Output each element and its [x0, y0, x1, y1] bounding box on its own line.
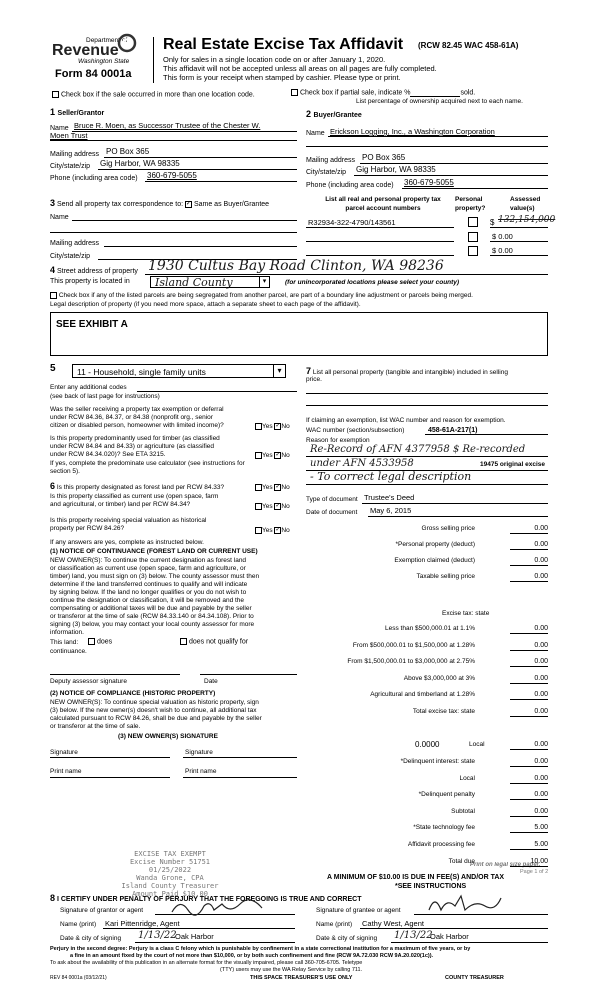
seller-name-1[interactable]: Bruce R. Moen, as Successor Trustee of the Chester W.	[74, 121, 261, 130]
grantee-date[interactable]: 1/13/22	[394, 930, 433, 941]
buyer-name[interactable]: Erickson Logging, Inc., a Washington Corporation	[330, 127, 495, 136]
current-use-yes-label: Yes	[262, 503, 273, 511]
tax-row-2-value[interactable]: 0.00	[510, 556, 548, 566]
assessed-2[interactable]: $ 0.00	[492, 232, 513, 241]
legal-label: Legal description of property (if you need more space, attach a separate sheet to each page of the affidavit).	[50, 301, 361, 308]
stamp-line: 01/25/2022	[148, 866, 192, 874]
buyer-city[interactable]: Gig Harbor, WA 98335	[356, 165, 436, 174]
notice1-line: timber) land, you must sign on (3) below. The county assessor must then	[50, 573, 260, 580]
notice2-heading: (2) NOTICE OF COMPLIANCE (HISTORIC PROPERTY)	[50, 690, 216, 697]
personal-property-2-checkbox[interactable]	[468, 232, 478, 242]
tax-rest-4-label: *State technology fee	[413, 824, 475, 832]
assessed-3[interactable]: $ 0.00	[492, 246, 513, 255]
sec1-num: 1	[50, 107, 56, 117]
partial-sale-label: Check box if partial sale, indicate %	[299, 89, 411, 97]
ask-line-1: To ask about the availability of this publication in an alternate format for the visually impaired, please call 360-705-6705. Teletype	[50, 960, 363, 966]
seller-mail[interactable]: PO Box 365	[106, 147, 150, 156]
q1-yes-label: Yes	[262, 423, 273, 431]
local-label: Local	[469, 741, 485, 748]
stamp-line: EXCISE TAX EXEMPT	[134, 850, 206, 858]
grantor-date-label: Date & city of signing	[60, 935, 122, 942]
notice1-line: by signing below. If the land no longer qualifies or you do not wish to	[50, 589, 247, 596]
tax-rest-1-value[interactable]: 0.00	[510, 774, 548, 784]
parcels-h5: Assessed	[510, 196, 541, 203]
sec8-num: 8	[50, 893, 56, 903]
tax-rest-6-label: Total due	[448, 857, 475, 865]
land-use-select[interactable]	[72, 364, 286, 378]
tax-bracket-1-value[interactable]: 0.00	[510, 641, 548, 651]
forest-no-checkbox[interactable]: ✓	[275, 484, 281, 490]
exempt-label: If claiming an exemption, list WAC number and reason for exemption.	[306, 417, 506, 424]
grantee-date-label: Date & city of signing	[316, 935, 378, 942]
grantor-city[interactable]: Oak Harbor	[175, 932, 214, 941]
grantee-city[interactable]: Oak Harbor	[430, 932, 469, 941]
does-not-qualify-checkbox[interactable]	[180, 638, 187, 645]
perjury-line-2: a fine in an amount fixed by the court of not more than $10,000, or by both such confinement and fine (RCW 9A.72.030 RCW 9A.20.020(1c)).	[70, 953, 434, 959]
q1-no-label: No	[281, 423, 290, 431]
tax-bracket-4-label: Agricultural and timberland at 1.28%	[370, 691, 475, 699]
reason-line-2b[interactable]: 19475 original excise	[480, 461, 546, 468]
tax-bracket-0-value[interactable]: 0.00	[510, 624, 548, 634]
county-treasurer: COUNTY TREASURER	[445, 975, 504, 981]
continuance-label: continuance.	[50, 648, 87, 655]
assessed-1[interactable]: 132,154,000	[498, 215, 556, 225]
owner-print-label-2: Print name	[185, 768, 217, 775]
codes-label-1: Enter any additional codes	[50, 384, 127, 391]
chevron-down-icon[interactable]: ▾	[273, 365, 285, 377]
tax-rest-5-value[interactable]: 5.00	[510, 840, 548, 850]
parcels-h2: parcel account numbers	[345, 205, 421, 212]
tax-bracket-2-label: From $1,500,000.01 to $3,000,000 at 2.75%	[347, 658, 475, 666]
header-divider	[153, 37, 154, 83]
multi-location-checkbox[interactable]	[52, 91, 59, 98]
deputy-sig-label: Deputy assessor signature	[50, 678, 127, 685]
sec3-num: 3	[50, 198, 56, 208]
treasurer-stamp	[115, 850, 225, 898]
sec7-h1: List all personal property (tangible and intangible) included in selling	[312, 369, 508, 376]
tax-bracket-5-label: Total excise tax: state	[412, 708, 475, 715]
grantor-signature[interactable]	[170, 898, 270, 916]
excise-state-heading: Excise tax: state	[442, 610, 490, 617]
segregated-label: Check box if any of the listed parcels are being segregated from another parcel, are part of a boundary line adjustment or parcels being merged.	[58, 292, 473, 300]
local-rate[interactable]: 0.0000	[415, 740, 440, 749]
tax-bracket-1-label: From $500,000.01 to $1,500,000 at 1.28%	[352, 641, 475, 649]
tax-row-3-label: Taxable selling price	[416, 573, 475, 580]
doc-date-label: Date of document	[306, 509, 358, 516]
treasurer-only: THIS SPACE TREASURER'S USE ONLY	[250, 975, 353, 981]
q1-yes-checkbox[interactable]	[255, 423, 262, 430]
buyer-mail-label: Mailing address	[306, 157, 356, 164]
notice1-line: information.	[50, 629, 84, 636]
tax-rest-2-label: *Delinquent penalty	[418, 791, 475, 799]
sec3-mail-label: Mailing address	[50, 240, 100, 247]
partial-sold-label: sold.	[460, 89, 476, 97]
state-text: Washington State	[78, 58, 130, 65]
buyer-mail[interactable]: PO Box 365	[362, 153, 406, 162]
seller-mail-label: Mailing address	[50, 151, 100, 158]
doc-type-label: Type of document	[306, 496, 358, 503]
reason-label: Reason for exemption	[306, 437, 370, 444]
sec2-num: 2	[306, 109, 312, 119]
sec6-num: 6	[50, 481, 56, 491]
historic-yes-checkbox[interactable]	[255, 527, 262, 534]
parcels-h3: Personal	[455, 196, 483, 203]
tax-bracket-4-value[interactable]: 0.00	[510, 690, 548, 700]
legal-description-text: SEE EXHIBIT A	[56, 319, 128, 330]
sec3-city-label: City/state/zip	[50, 253, 91, 260]
notice2-line: (3) below. If the new owner(s) doesn't wish to continue, all additional tax	[50, 707, 257, 714]
tax-rest-0-value[interactable]: 0.00	[510, 757, 548, 767]
q1-line1: Was the seller receiving a property tax exemption or deferral	[50, 406, 224, 413]
forest-no-label: No	[281, 484, 290, 492]
tax-rest-0-label: *Delinquent interest: state	[400, 758, 475, 765]
notice1-heading: (1) NOTICE OF CONTINUANCE (FOREST LAND OR CURRENT USE)	[50, 548, 258, 555]
current-use-no-checkbox[interactable]: ✓	[275, 503, 281, 509]
county-value: Island County	[155, 276, 233, 289]
tax-bracket-5-value[interactable]: 0.00	[510, 707, 548, 717]
q1-no-checkbox[interactable]: ✓	[275, 423, 281, 429]
seller-heading: Seller/Grantor	[57, 110, 105, 117]
forest-yes-label: Yes	[262, 484, 273, 492]
tax-bracket-3-value[interactable]: 0.00	[510, 674, 548, 684]
reason-line-2[interactable]: under AFN 4533958	[310, 458, 414, 469]
grantor-name[interactable]: Kari Pittenridge, Agent	[105, 919, 180, 928]
buyer-phone-label: Phone (including area code)	[306, 182, 394, 189]
same-as-buyer-checkbox[interactable]: ✓	[186, 200, 192, 207]
deputy-date-label: Date	[204, 678, 218, 685]
seller-name-label: Name	[50, 125, 69, 132]
located-label: This property is located in	[50, 278, 130, 285]
q1-line3: citizen or disabled person, homeowner with limited income)?	[50, 422, 224, 429]
stamp-line: Island County Treasurer	[121, 882, 219, 890]
notice2-line: NEW OWNER(S): To continue special valuation as historic property, sign	[50, 699, 259, 706]
legal-description-box[interactable]	[50, 312, 548, 356]
notice1-line: compensating or additional taxes will be due and payable by the seller	[50, 605, 252, 612]
form-title: Real Estate Excise Tax Affidavit	[163, 36, 404, 53]
wac-number[interactable]: 458-61A-217(1)	[428, 427, 478, 434]
q2-yes-label: Yes	[262, 452, 273, 460]
owner-sig-label-2: Signature	[185, 749, 213, 756]
historic-q-1: Is this property receiving special valuation as historical	[50, 517, 207, 524]
street-label: Street address of property	[56, 268, 138, 275]
grantor-sig-label: Signature of grantor or agent	[60, 907, 144, 914]
seller-name-2[interactable]: Moen Trust	[50, 131, 88, 140]
does-not-label: does not qualify for	[188, 638, 249, 646]
does-label: does	[96, 638, 113, 646]
notice1-line: determine if the land transferred continues to qualify and will indicate	[50, 581, 248, 588]
stamp-line: Excise Number 51751	[129, 858, 211, 866]
grantee-name-label: Name (print)	[316, 921, 353, 928]
forest-yes-checkbox[interactable]	[255, 484, 262, 491]
tax-bracket-3-label: Above $3,000,000 at 3%	[403, 674, 475, 682]
segregated-checkbox[interactable]	[50, 292, 57, 299]
stamp-line: Wanda Grone, CPA	[136, 874, 204, 882]
form-number: Form 84 0001a	[55, 68, 132, 80]
notice1-line: continue the designation or classification, it will be removed and the	[50, 597, 245, 604]
notice1-body	[50, 557, 259, 637]
historic-no-label: No	[281, 527, 290, 535]
parcel-1[interactable]: R32934-322-4790/143561	[308, 218, 396, 227]
q1-line2: under RCW 84.36, 84.37, or 84.38 (nonprofit org., senior	[50, 414, 213, 421]
local-value[interactable]: 0.00	[510, 740, 548, 750]
same-as-buyer-label: Same as Buyer/Grantee	[193, 201, 270, 208]
owner-print-label-1: Print name	[50, 768, 82, 775]
sec7-num: 7	[306, 366, 312, 376]
page-number: Page 1 of 2	[520, 869, 549, 875]
buyer-name-label: Name	[306, 130, 325, 137]
parcels-h1: List all real and personal property tax	[325, 196, 441, 203]
partial-sale-checkbox[interactable]	[291, 89, 298, 96]
dor-swirl-icon	[116, 33, 138, 53]
grantee-signature[interactable]	[425, 892, 505, 916]
tax-rest-1-label: Local	[459, 774, 475, 782]
notice1-line: NEW OWNER(S): To continue the current designation as forest land	[50, 557, 247, 564]
county-select[interactable]	[150, 276, 270, 288]
this-land-label: This land:	[50, 639, 79, 646]
grantee-sig-label: Signature of grantee or agent	[316, 907, 401, 914]
street-address[interactable]: 1930 Cultus Bay Road Clinton, WA 98236	[148, 258, 444, 274]
wac-label: WAC number (section/subsection)	[306, 427, 405, 434]
sec3-name-label: Name	[50, 214, 69, 221]
q2-line1: Is this property predominantly used for timber (as classified	[50, 435, 220, 442]
dept-text: Department of	[86, 37, 128, 44]
tax-row-0-value[interactable]: 0.00	[510, 524, 548, 534]
forest-q-label: Is this property designated as forest land per RCW 84.33?	[56, 484, 225, 491]
historic-yes-label: Yes	[262, 527, 273, 535]
notice1-line: or classification as current use (open space, farm and agriculture, or	[50, 565, 246, 572]
tax-row-2-label: Exemption claimed (deduct)	[394, 557, 475, 564]
assessed-1-currency: $	[490, 218, 495, 227]
tax-bracket-0-label: Less than $500,000.01 at 1.1%	[385, 625, 475, 632]
tax-row-3-value[interactable]: 0.00	[510, 572, 548, 582]
header-line2: This affidavit will not be accepted unless all areas on all pages are fully completed.	[163, 64, 437, 73]
q2-line2: under RCW 84.84 and 84.33) or agriculture (as classified	[50, 443, 215, 450]
header-line3: This form is your receipt when stamped by cashier. Please type or print.	[163, 73, 401, 82]
partial-pct-note: List percentage of ownership acquired next to each name.	[356, 98, 523, 105]
current-use-q-1: Is this property classified as current use (open space, farm	[50, 493, 219, 500]
tax-rest-5-label: Affidavit processing fee	[407, 841, 475, 848]
sec5-num: 5	[50, 363, 56, 374]
legal-size-note: Print on legal size paper.	[470, 862, 541, 868]
reason-line-1[interactable]: Re-Record of AFN 4377958 $ Re-recorded	[310, 444, 526, 455]
q2-yes-checkbox[interactable]	[255, 452, 262, 459]
parcels-h6: value(s)	[510, 205, 535, 212]
notice1-line: signing (3) below, you may contact your local county assessor for more	[50, 621, 255, 628]
ifany-text: If any answers are yes, complete as instructed below.	[50, 539, 204, 546]
certify-text: I CERTIFY UNDER PENALTY OF PERJURY THAT THE FOREGOING IS TRUE AND CORRECT	[56, 896, 362, 903]
stamp-line: Amount Paid $10.00	[132, 890, 208, 898]
perjury-line-1: Perjury in the second degree: Perjury is a class C felony which is punishable by confinement in a state correctional institution for a maximum of five years, or by	[50, 946, 471, 952]
unincorp-note: (for unincorporated locations please select your county)	[285, 279, 460, 286]
tax-row-0-label: Gross selling price	[421, 525, 475, 532]
tax-rest-4-value[interactable]: 5.00	[510, 823, 548, 833]
header-line1: Only for sales in a single location code on or after January 1, 2020.	[163, 55, 386, 64]
tax-bracket-2-value[interactable]: 0.00	[510, 657, 548, 667]
historic-q-2: property per RCW 84.26?	[50, 525, 125, 532]
tax-rest-3-label: Subtotal	[451, 807, 475, 815]
q2-no-checkbox[interactable]: ✓	[275, 452, 281, 458]
q2-line4: If yes, complete the predominate use calculator (see instructions for	[50, 460, 245, 467]
personal-property-1-checkbox[interactable]	[468, 217, 478, 227]
multi-location-label: Check box if the sale occurred in more than one location code.	[60, 91, 255, 99]
revenue-text: Revenue	[52, 42, 119, 59]
current-use-no-label: No	[281, 503, 290, 511]
personal-property-3-checkbox[interactable]	[468, 246, 478, 256]
land-use-value: 11 - Household, single family units	[77, 367, 206, 377]
tax-rest-2-value[interactable]: 0.00	[510, 790, 548, 800]
q2-line5: section 5).	[50, 468, 80, 475]
see-instructions: *SEE INSTRUCTIONS	[395, 883, 467, 890]
tax-rest-6-value[interactable]: 10.00	[510, 857, 548, 867]
buyer-heading: Buyer/Grantee	[313, 112, 362, 119]
seller-city-label: City/state/zip	[50, 163, 91, 170]
seller-city[interactable]: Gig Harbor, WA 98335	[100, 159, 180, 168]
sec3-label: Send all property tax correspondence to:	[56, 201, 184, 208]
owner-sig-label-1: Signature	[50, 749, 78, 756]
current-use-yes-checkbox[interactable]	[255, 503, 262, 510]
doc-type[interactable]: Trustee's Deed	[364, 493, 415, 502]
historic-no-checkbox[interactable]: ✓	[275, 527, 281, 533]
tax-row-1-value[interactable]: 0.00	[510, 540, 548, 550]
buyer-phone[interactable]: 360-679-5055	[404, 178, 454, 187]
q2-line3: under RCW 84.34.020)? See ETA 3215.	[50, 451, 166, 458]
tax-row-1-label: *Personal property (deduct)	[395, 541, 475, 548]
grantee-name[interactable]: Cathy West, Agent	[362, 919, 424, 928]
grantor-date[interactable]: 1/13/22	[138, 930, 177, 941]
parcels-h4: property?	[455, 205, 486, 212]
sec7-h2: price.	[306, 376, 322, 383]
ask-line-2: (TTY) users may use the WA Relay Service by calling 711.	[220, 967, 363, 973]
grantor-name-label: Name (print)	[60, 921, 97, 928]
rev-number: REV 84 0001a (03/12/21)	[50, 975, 107, 981]
form-rcw: (RCW 82.45 WAC 458-61A)	[418, 41, 519, 50]
does-qualify-checkbox[interactable]	[88, 638, 95, 645]
sec4-num: 4	[50, 265, 56, 275]
minimum-note: A MINIMUM OF $10.00 IS DUE IN FEE(S) AND/OR TAX	[327, 874, 505, 881]
current-use-q-2: and agricultural, or timber) land per RCW 84.34?	[50, 501, 191, 508]
seller-phone[interactable]: 360-679-5055	[147, 171, 197, 180]
notice3-heading: (3) NEW OWNER(S) SIGNATURE	[118, 733, 218, 740]
notice1-line: or transferor at the time of sale (RCW 84.33.140 or 84.34.108). Prior to	[50, 613, 254, 620]
codes-label-2: (see back of last page for instructions)	[50, 393, 160, 400]
notice2-line: or transferor at the time of sale.	[50, 723, 141, 730]
notice2-line: calculated pursuant to RCW 84.26, shall be due and payable by the seller	[50, 715, 262, 722]
chevron-down-icon[interactable]: ▾	[259, 277, 269, 287]
tax-rest-3-value[interactable]: 0.00	[510, 807, 548, 817]
doc-date[interactable]: May 6, 2015	[370, 506, 412, 515]
notice2-body	[50, 699, 262, 731]
q2-no-label: No	[281, 452, 290, 460]
seller-phone-label: Phone (including area code)	[50, 175, 138, 182]
buyer-city-label: City/state/zip	[306, 169, 347, 176]
reason-line-3[interactable]: - To correct legal description	[310, 470, 472, 483]
